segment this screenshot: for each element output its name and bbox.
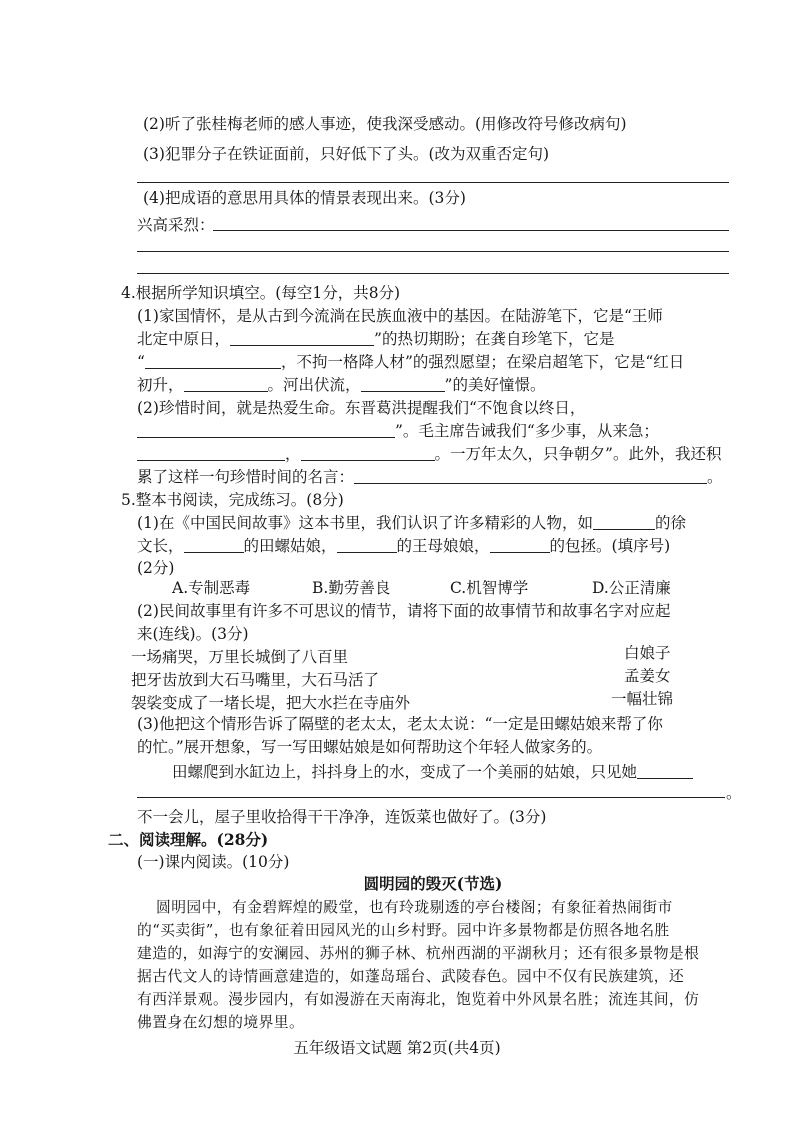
plot-item[interactable]: 把牙齿放到大石马嘴里，大石马活了: [131, 671, 380, 689]
page-footer: 五年级语文试题 第2页(共4页): [293, 1039, 501, 1057]
story-name[interactable]: 孟姜女: [624, 667, 671, 685]
fill-blank[interactable]: [337, 537, 397, 553]
story-name[interactable]: 一幅壮锦: [611, 690, 674, 708]
fill-blank[interactable]: [593, 514, 655, 530]
q5-p3-line1: (3)他把这个情形告诉了隔壁的老太太，老太太说：“一定是田螺姑娘来帮了你: [137, 715, 663, 733]
fill-blank[interactable]: [145, 353, 281, 369]
part2-sub1: (一)课内阅读。(10分): [137, 853, 290, 871]
q4-heading: 4.根据所学知识填空。(每空1分，共8分): [121, 284, 401, 302]
q5-p3-line5: 不一会儿，屋子里收拾得干干净净，连饭菜也做好了。(3分): [137, 808, 547, 826]
fill-blank[interactable]: [637, 763, 693, 779]
part2-heading: 二、阅读理解。(28分): [108, 830, 269, 849]
q5-p1-line2: 文长， 的田螺姑娘， 的王母娘娘， 的包拯。(填序号): [137, 537, 671, 555]
q5-p1-line1: (1)在《中国民间故事》这本书里，我们认识了许多精彩的人物，如 的徐: [137, 514, 686, 532]
option-a: A.专制恶毒: [172, 579, 251, 597]
q5-p2-line2: 来(连线)。(3分): [137, 625, 249, 643]
answer-line[interactable]: [213, 230, 729, 231]
option-b: B.勤劳善良: [312, 579, 391, 597]
plot-item[interactable]: 袈裟变成了一堵长堤，把大水拦在寺庙外: [131, 694, 411, 712]
option-c: C.机智博学: [450, 579, 529, 597]
fill-blank[interactable]: [361, 376, 445, 392]
q4-p2-line3: ， 。一万年太久，只争朝夕”。此外，我还积: [137, 444, 721, 464]
q3-sub2: (2)听了张桂梅老师的感人事迹，使我深受感动。(用修改符号修改病句): [143, 115, 627, 133]
q4-p2-line1: (2)珍惜时间，就是热爱生命。东晋葛洪提醒我们“不饱食以终日，: [137, 399, 586, 417]
q5-p3-line2: 的忙。”展开想象，写一写田螺姑娘是如何帮助这个年轻人做家务的。: [137, 738, 603, 756]
passage-line: 的“买卖街”，也有象征着田园风光的山乡村野。园中许多景物都是仿照各地名胜: [137, 922, 670, 939]
fill-blank[interactable]: [184, 376, 268, 392]
q4-p2-line2: ”。毛主席告诫我们“多少事，从来急；: [137, 421, 659, 441]
q3-sub4: (4)把成语的意思用具体的情景表现出来。(3分): [143, 189, 466, 207]
q5-p2-line1: (2)民间故事里有许多不可思议的情节，请将下面的故事情节和故事名字对应起: [137, 602, 671, 620]
fill-blank[interactable]: [354, 468, 707, 484]
q4-p1-line1: (1)家国情怀，是从古到今流淌在民族血液中的基因。在陆游笔下，它是“王师: [137, 307, 663, 325]
passage-line: 佛置身在幻想的境界里。: [137, 1014, 305, 1031]
passage-line: 建造的，如海宁的安澜园、苏州的狮子林、杭州西湖的平湖秋月；还有很多景物是根: [137, 945, 700, 962]
passage-line: 圆明园中，有金碧辉煌的殿堂，也有玲珑剔透的亭台楼阁；有象征着热闹街市: [156, 899, 673, 916]
answer-line[interactable]: [137, 797, 725, 798]
passage-line: 据古代文人的诗情画意建造的，如蓬岛瑶台、武陵春色。园中不仅有民族建筑，还: [137, 968, 685, 985]
fill-blank[interactable]: [301, 445, 435, 461]
passage-line: 有西洋景观。漫步园内，有如漫游在天南海北，饱览着中外风景名胜；流连其间，仿: [137, 991, 700, 1008]
period-mark: 。: [726, 784, 742, 802]
fill-blank[interactable]: [490, 537, 550, 553]
q4-p2-line4: 累了这样一句珍惜时间的名言： 。: [137, 468, 723, 486]
fill-blank[interactable]: [137, 422, 395, 438]
fill-blank[interactable]: [184, 537, 244, 553]
plot-item[interactable]: 一场痛哭，万里长城倒了八百里: [131, 648, 349, 666]
answer-line[interactable]: [137, 251, 729, 252]
q4-p1-line3: “ ，不拘一格降人材”的强烈愿望；在梁启超笔下，它是“红日: [137, 353, 685, 371]
idiom-label: 兴高采烈：: [137, 216, 215, 234]
q5-p3-line3: 田螺爬到水缸边上，抖抖身上的水，变成了一个美丽的姑娘，只见她: [172, 762, 693, 782]
option-d: D.公正清廉: [592, 579, 671, 597]
story-name[interactable]: 白娘子: [624, 644, 671, 662]
q4-p1-line2: 北定中原日， ”的热切期盼；在龚自珍笔下，它是: [137, 330, 615, 348]
answer-line[interactable]: [137, 182, 729, 183]
fill-blank[interactable]: [137, 445, 285, 461]
q3-sub3: (3)犯罪分子在铁证面前，只好低下了头。(改为双重否定句): [143, 145, 550, 163]
fill-blank[interactable]: [230, 330, 374, 346]
answer-line[interactable]: [137, 273, 729, 274]
passage-title: 圆明园的毁灭(节选): [363, 874, 503, 893]
q4-p1-line4: 初升， 。河出伏流， ”的美好憧憬。: [137, 376, 546, 394]
q5-p1-line3: (2分): [137, 559, 175, 577]
q5-heading: 5.整本书阅读，完成练习。(8分): [121, 491, 344, 509]
